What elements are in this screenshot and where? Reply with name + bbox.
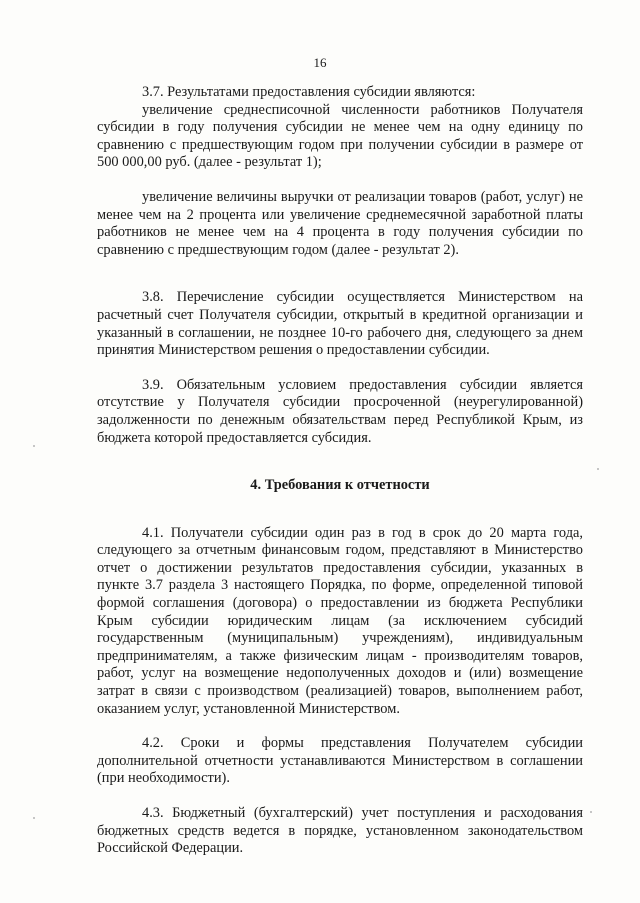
paragraph-3-9: 3.9. Обязательным условием предоставления субсидии является отсутствие у Получателя субсидии просроченной (неурегулированной) задолженности по денежным обязательствам перед Республикой Крым, из бюджета которой предоставляется субсидия.	[97, 376, 583, 446]
spacer	[97, 495, 583, 525]
spacer	[97, 172, 583, 189]
paragraph-3-7-result-2: увеличение величины выручки от реализации товаров (работ, услуг) не менее чем на 2 процента или увеличение среднемесячной заработной платы работников не менее чем на 4 процента в году получения субсидии по сравнению с предшествующим годом (далее - результат 2).	[97, 188, 583, 258]
section-4-heading: 4. Требования к отчетности	[250, 477, 430, 494]
paragraph-4-3: 4.3. Бюджетный (бухгалтерский) учет поступления и расходования бюджетных средств ведется в порядке, установленном законодательством Российской Федерации.	[97, 805, 583, 857]
document-body	[97, 84, 583, 858]
scan-speck	[597, 468, 599, 470]
paragraph-3-7-intro: 3.7. Результатами предоставления субсидии являются:	[142, 84, 476, 100]
spacer	[97, 447, 583, 477]
paragraph-3-8: 3.8. Перечисление субсидии осуществляется Министерством на расчетный счет Получателя субсидии, открытый в кредитной организации и указанный в соглашении, не позднее 10-го рабочего дня, следующего за днем принятия Министерством решения о предоставлении субсидии.	[97, 289, 583, 359]
spacer	[97, 360, 583, 377]
scan-speck	[33, 445, 35, 447]
scan-speck	[33, 817, 35, 819]
spacer	[97, 259, 583, 289]
spacer	[97, 718, 583, 735]
spacer	[97, 788, 583, 805]
paragraph-4-1: 4.1. Получатели субсидии один раз в год в срок до 20 марта года, следующего за отчетным финансовым годом, представляют в Министерство отчет о достижении результатов предоставления субсидии, указанных в пункте 3.7 раздела 3 настоящего Порядка, по форме, определенной типовой формой соглашения (договора) о предоставлении из бюджета Республики Крым субсидии юридическим лицам (за исключением субсидий государственным (муниципальным) учреждениям), индивидуальным предпринимателям, а также физическим лицам - производителям товаров, работ, услуг на возмещение недополученных доходов и (или) возмещение затрат в связи с производством (реализацией) товаров, выполнением работ, оказанием услуг, установленной Министерством.	[97, 524, 583, 717]
paragraph-3-7-result-1: увеличение среднесписочной численности работников Получателя субсидии в году получения субсидии не менее чем на одну единицу по сравнению с предшествующим годом при получении субсидии в размере от 500 000,00 руб. (далее - результат 1);	[97, 101, 583, 171]
scan-speck	[590, 811, 592, 813]
page-number: 16	[313, 55, 327, 70]
paragraph-4-2: 4.2. Сроки и формы представления Получателем субсидии дополнительной отчетности устанавливаются Министерством в соглашении (при необходимости).	[97, 735, 583, 787]
